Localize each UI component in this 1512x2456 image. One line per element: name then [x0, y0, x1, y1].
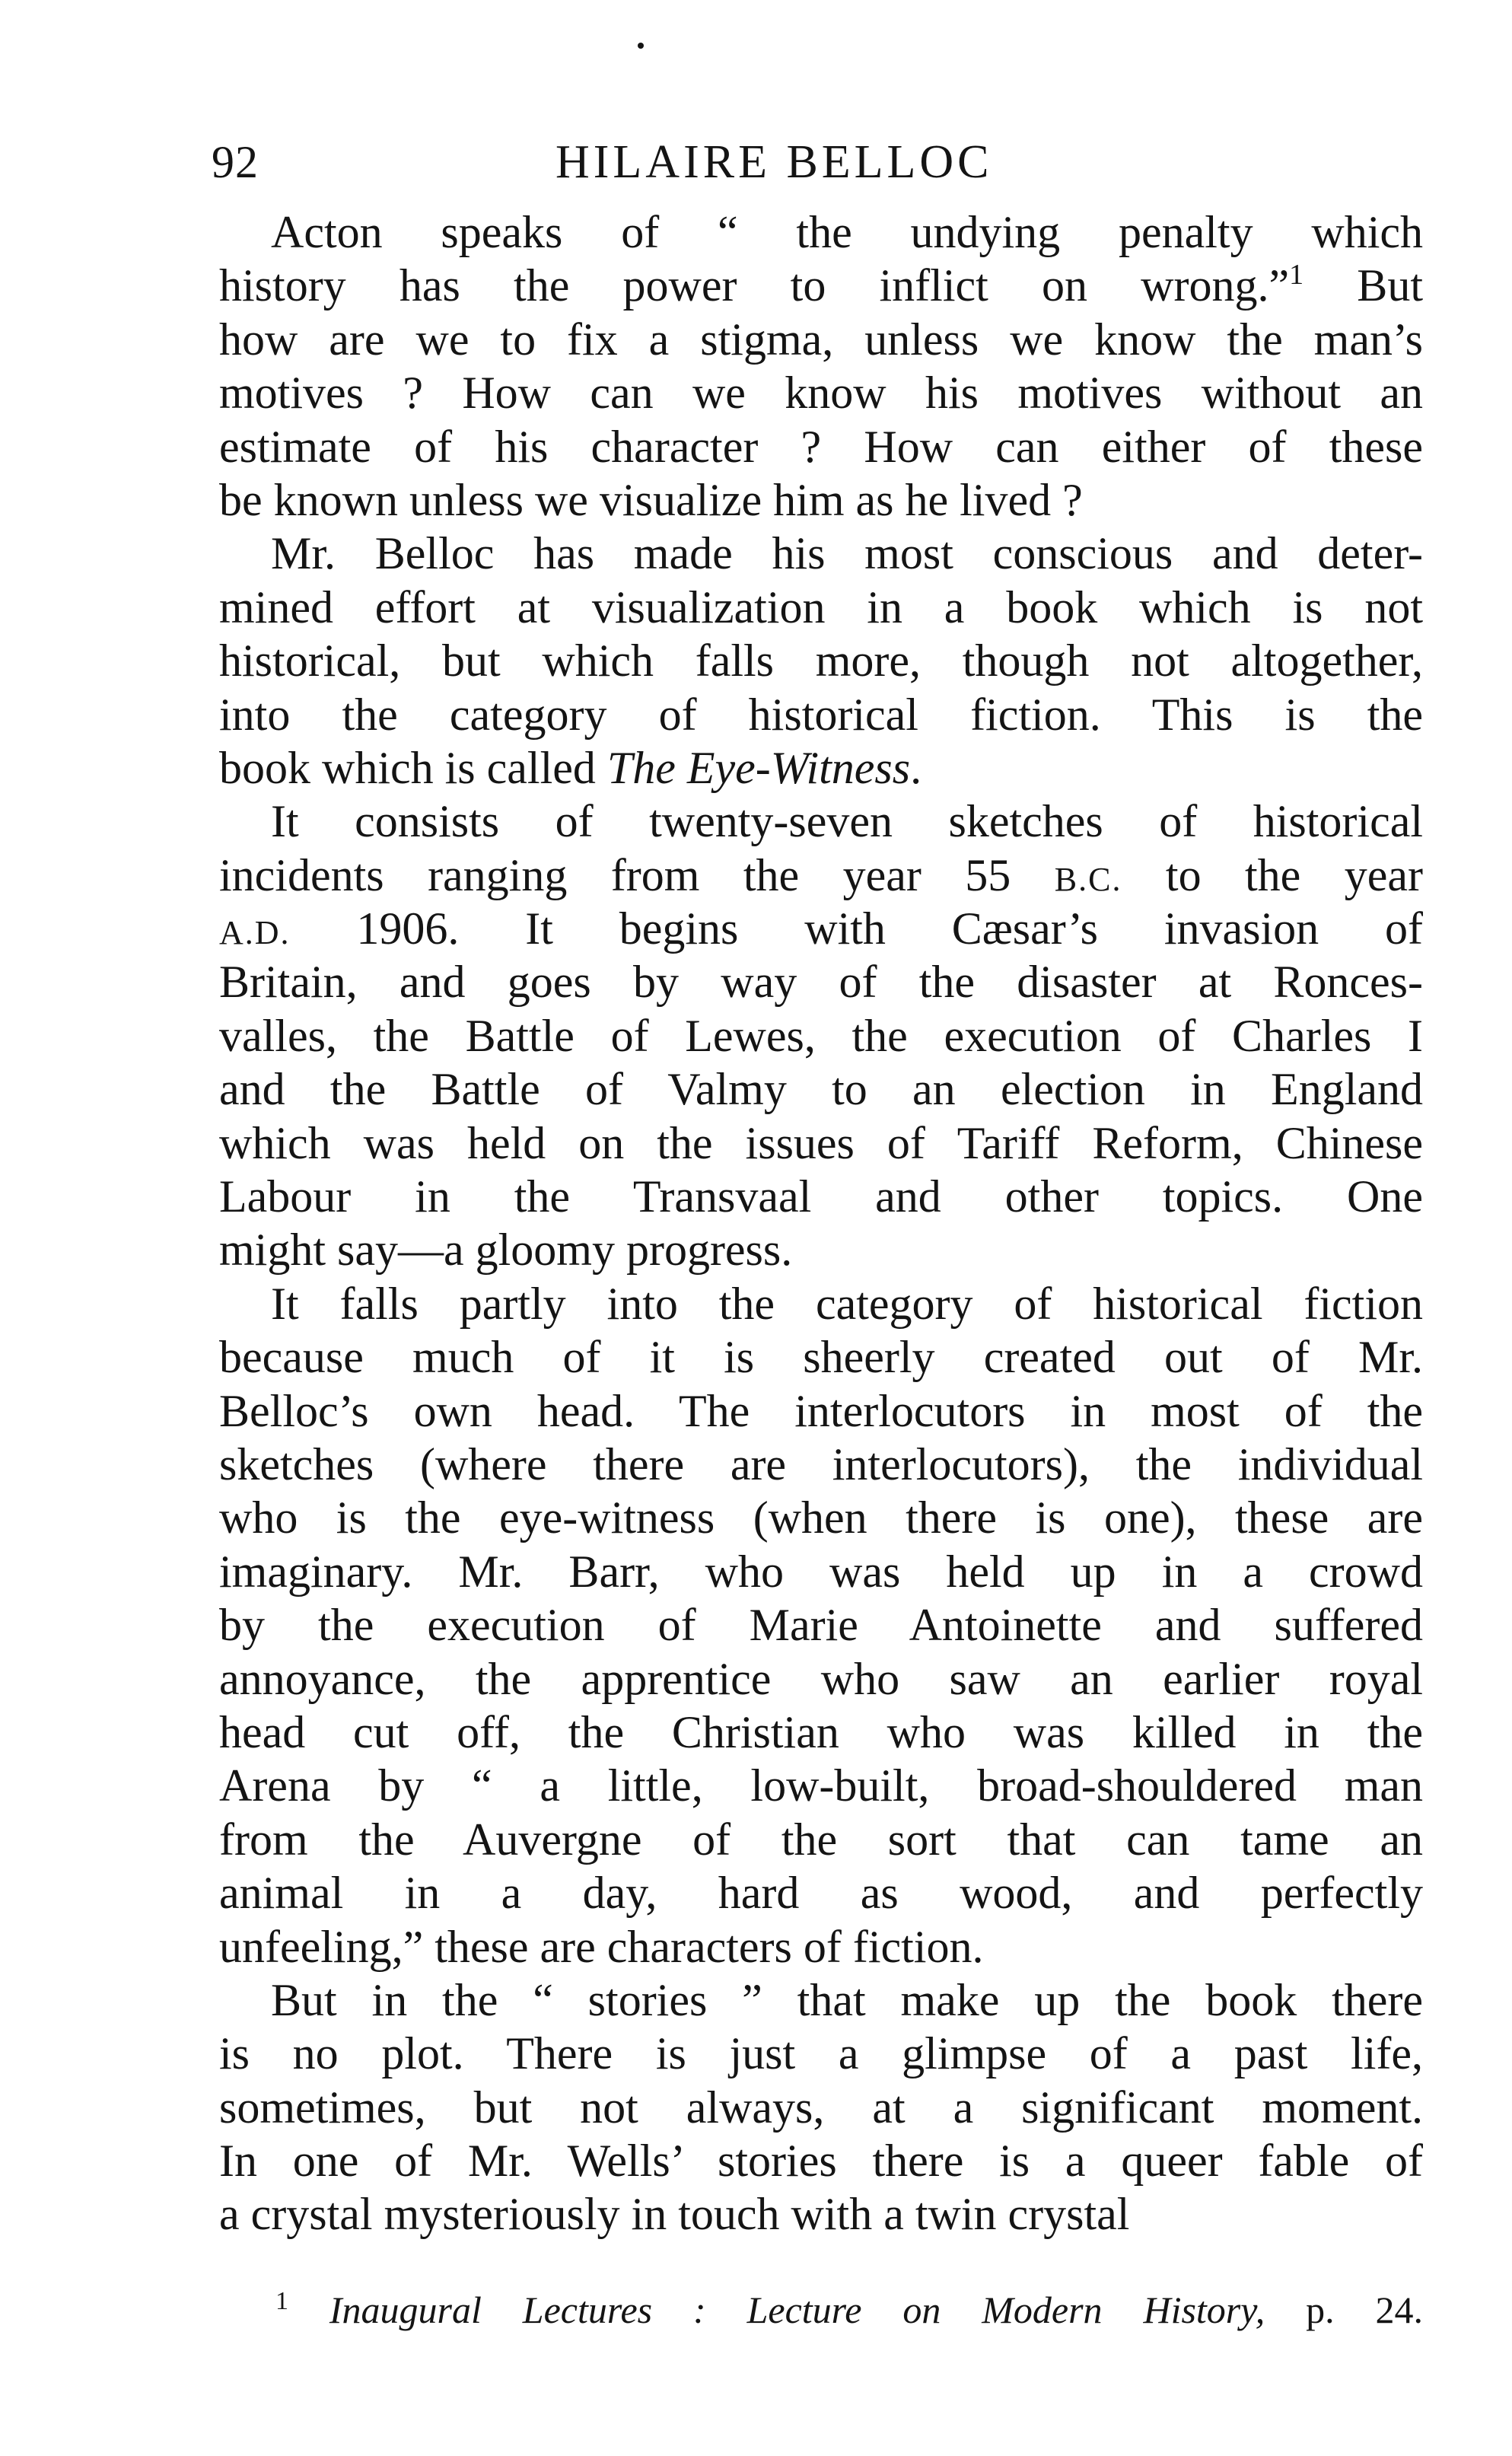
text-segment: incidents ranging from the year 55: [219, 849, 1055, 900]
text-segment: which was held on the issues of Tariff Reform, Chinese: [219, 1117, 1423, 1168]
text-line: [219, 688, 1423, 741]
text-segment: But: [1304, 260, 1423, 311]
running-header: [212, 128, 1429, 196]
footnote-page-ref: p. 24.: [1306, 2289, 1424, 2331]
footnote-reference: 1: [1289, 259, 1304, 291]
text-line: [219, 1438, 1423, 1491]
text-segment: sketches (where there are interlocutors), the individual: [219, 1438, 1423, 1489]
footnote: [275, 2283, 1423, 2337]
text-segment: .: [910, 742, 922, 793]
text-line: [219, 1920, 1423, 1973]
text-line: [219, 1384, 1423, 1438]
text-segment: valles, the Battle of Lewes, the execution of Charles I: [219, 1010, 1423, 1061]
text-segment: It falls partly into the category of historical fiction: [271, 1278, 1423, 1329]
text-segment: mined effort at visualization in a book which is not: [219, 581, 1423, 632]
text-segment: head cut off, the Christian who was killed in the: [219, 1706, 1423, 1757]
text-line: [219, 1009, 1423, 1062]
text-segment: Britain, and goes by way of the disaster at Ronces-: [219, 957, 1423, 1008]
text-segment: historical, but which falls more, though not altogether,: [219, 636, 1423, 686]
body-text: [219, 205, 1423, 2241]
text-segment: Belloc’s own head. The interlocutors in most of the: [219, 1385, 1423, 1436]
paragraph: [219, 1277, 1423, 1973]
text-segment: In one of Mr. Wells’ stories there is a queer fable of: [219, 2136, 1423, 2187]
text-line: [219, 1117, 1423, 1170]
text-segment: be known unless we visualize him as he lived ?: [219, 474, 1083, 525]
text-line: [219, 420, 1423, 473]
text-line: [219, 849, 1423, 902]
text-line: [219, 1545, 1423, 1598]
text-segment: is no plot. There is just a glimpse of a past life,: [219, 2028, 1423, 2079]
text-segment: It consists of twenty-seven sketches of historical: [271, 796, 1423, 847]
text-line: [219, 366, 1423, 419]
text-segment: 1906. It begins with Cæsar’s invasion of: [290, 903, 1423, 954]
text-line: [219, 902, 1423, 955]
text-line: [219, 259, 1423, 312]
text-line: [219, 473, 1423, 527]
text-line: [219, 795, 1423, 848]
text-segment: into the category of historical fiction. This is the: [219, 689, 1423, 740]
text-segment: Labour in the Transvaal and other topics. One: [219, 1171, 1423, 1222]
text-segment: motives ? How can we know his motives without an: [219, 368, 1423, 419]
text-segment: sometimes, but not always, at a significant moment.: [219, 2082, 1423, 2133]
text-line: [219, 1652, 1423, 1706]
footnote-citation: Inaugural Lectures : Lecture on Modern History,: [329, 2289, 1265, 2331]
printer-mark: [638, 43, 644, 49]
text-segment: to the year: [1122, 849, 1423, 900]
text-segment: book which is called: [219, 742, 607, 793]
text-line: [219, 1866, 1423, 1919]
paragraph: [219, 527, 1423, 795]
text-line: [219, 1759, 1423, 1812]
text-segment: Arena by “ a little, low-built, broad-shouldered man: [219, 1760, 1423, 1811]
text-segment: a crystal mysteriously in touch with a twin crystal: [219, 2189, 1130, 2240]
paragraph: [219, 205, 1423, 527]
text-line: [219, 1223, 1423, 1276]
paragraph: [219, 1973, 1423, 2241]
page-number: 92: [212, 137, 259, 187]
text-line: [219, 527, 1423, 580]
text-segment: estimate of his character ? How can either of these: [219, 421, 1423, 472]
text-line: [219, 1813, 1423, 1866]
text-line: [219, 1598, 1423, 1652]
text-line: [219, 1491, 1423, 1544]
text-line: [219, 1277, 1423, 1330]
text-line: [219, 1706, 1423, 1759]
book-title: The Eye-Witness: [606, 742, 911, 793]
text-line: [219, 1330, 1423, 1384]
text-line: [219, 741, 1423, 795]
text-segment: because much of it is sheerly created out of Mr.: [219, 1332, 1423, 1383]
text-segment: B.C.: [1054, 860, 1122, 898]
text-segment: how are we to fix a stigma, unless we know the man’s: [219, 314, 1423, 365]
text-segment: and the Battle of Valmy to an election in England: [219, 1064, 1423, 1115]
text-segment: imaginary. Mr. Barr, who was held up in a crowd: [219, 1546, 1423, 1597]
text-segment: Mr. Belloc has made his most conscious and deter-: [271, 528, 1423, 579]
footnote-marker: 1: [275, 2287, 288, 2315]
text-line: [219, 1170, 1423, 1223]
text-line: [219, 313, 1423, 366]
text-line: [219, 581, 1423, 634]
text-segment: who is the eye-witness (when there is one), these are: [219, 1492, 1423, 1543]
running-title: HILAIRE BELLOC: [555, 136, 993, 188]
text-segment: But in the “ stories ” that make up the book there: [271, 1974, 1423, 2025]
text-line: [219, 2134, 1423, 2187]
text-line: [219, 2081, 1423, 2134]
paragraph: [219, 795, 1423, 1277]
text-segment: unfeeling,” these are characters of fiction.: [219, 1921, 984, 1972]
text-segment: annoyance, the apprentice who saw an earlier royal: [219, 1653, 1423, 1704]
text-line: [219, 1062, 1423, 1116]
text-line: [219, 205, 1423, 259]
text-segment: Acton speaks of “ the undying penalty which: [271, 207, 1423, 257]
text-segment: from the Auvergne of the sort that can tame an: [219, 1814, 1423, 1865]
text-line: [219, 2187, 1423, 2241]
text-line: [219, 955, 1423, 1008]
text-line: [219, 2027, 1423, 2080]
text-line: [219, 634, 1423, 687]
text-segment: history has the power to inflict on wrong.”: [219, 260, 1290, 311]
text-segment: A.D.: [219, 914, 291, 952]
text-segment: animal in a day, hard as wood, and perfectly: [219, 1868, 1423, 1919]
text-line: [219, 1973, 1423, 2027]
text-segment: might say—a gloomy progress.: [219, 1225, 793, 1276]
text-segment: by the execution of Marie Antoinette and suffered: [219, 1600, 1423, 1651]
